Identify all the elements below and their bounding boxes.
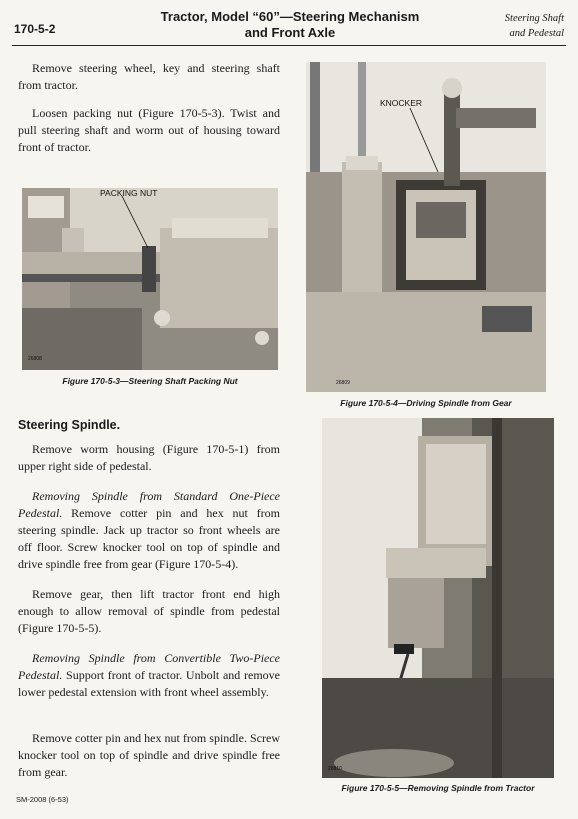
- section-title-line-1: Steering Shaft: [504, 13, 564, 24]
- section-title: [505, 11, 564, 41]
- paragraph-remove-worm-housing: Remove worm housing (Figure 170-5-1) from upper right side of pedestal.: [18, 442, 280, 473]
- page-title-line-1: Tractor, Model “60”—Steering Mechanism: [160, 9, 420, 24]
- paragraph-loosen-packing-nut: Loosen packing nut (Figure 170-5-3). Twist and pull steering shaft and worm out of housing toward front of tractor.: [18, 106, 280, 154]
- one-piece-pedestal-body: Remove cotter pin and hex nut from steering spindle. Jack up tractor so front wheels are off floor. Screw knocker tool on top of spindle and drive spindle free from gear (Figure 170-5-4).: [18, 506, 280, 571]
- header-rule: [12, 45, 566, 46]
- page-title: [150, 9, 430, 41]
- figure-removing-spindle-photo: [322, 418, 554, 778]
- figure-number-26808: 26808: [28, 356, 42, 362]
- footer-code: SM-2008 (6-53): [16, 795, 69, 804]
- figure-packing-nut-photo: [22, 188, 278, 370]
- figure-caption-driving-spindle: Figure 170-5-4—Driving Spindle from Gear: [340, 398, 512, 408]
- section-title-line-2: and Pedestal: [509, 28, 564, 39]
- paragraph-remove-cotter-pin: Remove cotter pin and hex nut from spindle. Screw knocker tool on top of spindle and drive spindle free from gear.: [18, 731, 280, 779]
- figure-number-26810: 26810: [328, 766, 342, 772]
- paragraph-one-piece-pedestal: [18, 488, 280, 573]
- paragraph-remove-gear: Remove gear, then lift tractor front end high enough to allow removal of spindle from pedestal (Figure 170-5-5).: [18, 587, 280, 635]
- paragraph-two-piece-pedestal: [18, 650, 280, 701]
- heading-steering-spindle: Steering Spindle.: [18, 418, 121, 432]
- page-number: 170-5-2: [14, 22, 56, 36]
- packing-nut-label: PACKING NUT: [100, 188, 158, 198]
- figure-caption-removing-spindle: Figure 170-5-5—Removing Spindle from Tractor: [341, 783, 535, 793]
- one-piece-pedestal-lead: Removing Spindle from Standard One-Piece Pedestal.: [18, 489, 280, 520]
- paragraph-remove-steering-wheel: Remove steering wheel, key and steering shaft from tractor.: [18, 61, 280, 92]
- page-title-line-2: and Front Axle: [244, 25, 336, 40]
- figure-number-26809: 26809: [336, 380, 350, 386]
- figure-driving-spindle-photo: [306, 62, 546, 392]
- figure-caption-packing-nut: Figure 170-5-3—Steering Shaft Packing Nut: [62, 376, 238, 386]
- two-piece-pedestal-lead: Removing Spindle from Convertible Two-Piece Pedestal.: [18, 651, 280, 682]
- knocker-label: KNOCKER: [380, 98, 423, 108]
- two-piece-pedestal-body: Support front of tractor. Unbolt and remove lower pedestal extension with front wheel assembly.: [18, 668, 280, 699]
